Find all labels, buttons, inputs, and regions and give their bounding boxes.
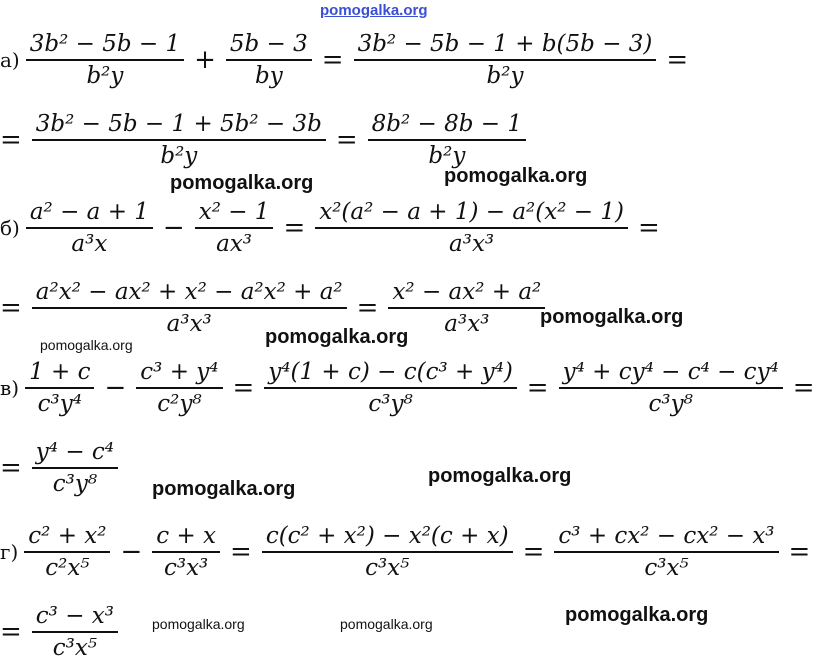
numerator: y⁴ + cy⁴ − c⁴ − cy⁴: [562, 359, 779, 385]
problem-b-label: б): [0, 216, 20, 240]
watermark: pomogalka.org: [540, 306, 684, 328]
denominator: ax³: [216, 231, 253, 257]
numerator: c³ + cx² − cx² − x³: [558, 523, 775, 549]
denominator: c³y⁴: [37, 391, 82, 417]
watermark: pomogalka.org: [40, 337, 133, 353]
equals-sign: =: [0, 293, 22, 323]
watermark: pomogalka.org: [428, 465, 572, 487]
numerator: y⁴(1 + c) − c(c³ + y⁴): [268, 359, 513, 385]
problem-v-label: в): [0, 376, 20, 400]
fraction: [136, 357, 222, 419]
denominator: c³x⁵: [365, 555, 410, 581]
numerator: c³ − x³: [35, 603, 114, 629]
numerator: 3b² − 5b − 1 + 5b² − 3b: [35, 111, 322, 137]
equals-sign: =: [0, 453, 22, 483]
operator: +: [194, 45, 216, 75]
watermark: pomogalka.org: [170, 172, 314, 194]
equals-sign: =: [522, 537, 545, 567]
equals-sign: =: [0, 125, 22, 155]
denominator: c³x³: [163, 555, 209, 581]
equals-sign: =: [335, 125, 358, 155]
fraction: [26, 29, 184, 91]
fraction: [195, 197, 274, 259]
operator: −: [120, 537, 143, 567]
fraction: [368, 109, 526, 171]
fraction: [262, 521, 513, 583]
numerator: c + x: [156, 523, 217, 549]
watermark: pomogalka.org: [152, 478, 296, 500]
watermark: pomogalka.org: [565, 604, 709, 626]
equals-sign: =: [321, 45, 344, 75]
watermark: pomogalka.org: [152, 616, 245, 632]
fraction: [315, 197, 628, 259]
fraction: [554, 521, 778, 583]
equals-sign: =: [637, 213, 660, 243]
numerator: a² − a + 1: [29, 199, 149, 225]
fraction: [152, 521, 220, 583]
problem-g-label: г): [0, 540, 19, 564]
watermark: pomogalka.org: [444, 165, 588, 187]
numerator: x²(a² − a + 1) − a²(x² − 1): [319, 199, 624, 225]
numerator: 3b² − 5b − 1: [29, 31, 181, 57]
equals-sign: =: [792, 373, 815, 403]
equals-sign: =: [232, 373, 255, 403]
numerator: 8b² − 8b − 1: [371, 111, 523, 137]
fraction: [25, 357, 94, 419]
denominator: by: [254, 63, 283, 89]
problem-a-line-1: [0, 28, 696, 92]
problem-a-label: а): [0, 48, 20, 72]
problem-v-line-2: [0, 436, 120, 500]
denominator: c²x⁵: [45, 555, 90, 581]
fraction: [264, 357, 517, 419]
denominator: a³x³: [449, 231, 495, 257]
equals-sign: =: [526, 373, 549, 403]
denominator: b²y: [428, 143, 466, 169]
fraction: [32, 109, 326, 171]
fraction: [26, 197, 153, 259]
watermark: pomogalka.org: [265, 326, 409, 348]
problem-g-line-2: [0, 600, 120, 664]
denominator: b²y: [160, 143, 198, 169]
equals-sign: =: [0, 617, 22, 647]
problem-a-line-2: [0, 108, 528, 172]
denominator: c³x⁵: [52, 635, 98, 661]
denominator: c³y⁸: [648, 391, 693, 417]
denominator: a³x³: [166, 311, 212, 337]
denominator: c³x⁵: [644, 555, 689, 581]
denominator: b²y: [486, 63, 524, 89]
equals-sign: =: [230, 537, 252, 567]
equals-sign: =: [788, 537, 811, 567]
fraction: [32, 437, 118, 499]
denominator: c²y⁸: [157, 391, 202, 417]
watermark: pomogalka.org: [340, 616, 433, 632]
fraction: [354, 29, 657, 91]
fraction: [24, 521, 110, 583]
denominator: a³x³: [444, 311, 490, 337]
fraction: [559, 357, 783, 419]
denominator: b²y: [86, 63, 124, 89]
operator: −: [162, 213, 185, 243]
numerator: c(c² + x²) − x²(c + x): [265, 523, 509, 549]
numerator: a²x² − ax² + x² − a²x² + a²: [35, 279, 343, 305]
numerator: y⁴ − c⁴: [35, 439, 115, 465]
watermark-top-link[interactable]: pomogalka.org: [320, 2, 428, 19]
numerator: x² − ax² + a²: [392, 279, 542, 305]
numerator: 1 + c: [29, 359, 91, 385]
operator: −: [104, 373, 127, 403]
denominator: c³y⁸: [368, 391, 413, 417]
numerator: 5b − 3: [229, 31, 308, 57]
numerator: c² + x²: [28, 523, 107, 549]
problem-b-line-1: [0, 196, 668, 260]
equals-sign: =: [356, 293, 379, 323]
numerator: 3b² − 5b − 1 + b(5b − 3): [357, 31, 653, 57]
fraction: [226, 29, 312, 91]
problem-g-line-1: [0, 520, 818, 584]
fraction: [388, 277, 545, 339]
denominator: a³x: [71, 231, 108, 257]
equals-sign: =: [283, 213, 306, 243]
numerator: c³ + y⁴: [140, 359, 219, 385]
numerator: x² − 1: [198, 199, 270, 225]
fraction: [32, 601, 118, 663]
denominator: c³y⁸: [52, 471, 98, 497]
problem-v-line-1: [0, 356, 823, 420]
equals-sign: =: [666, 45, 689, 75]
